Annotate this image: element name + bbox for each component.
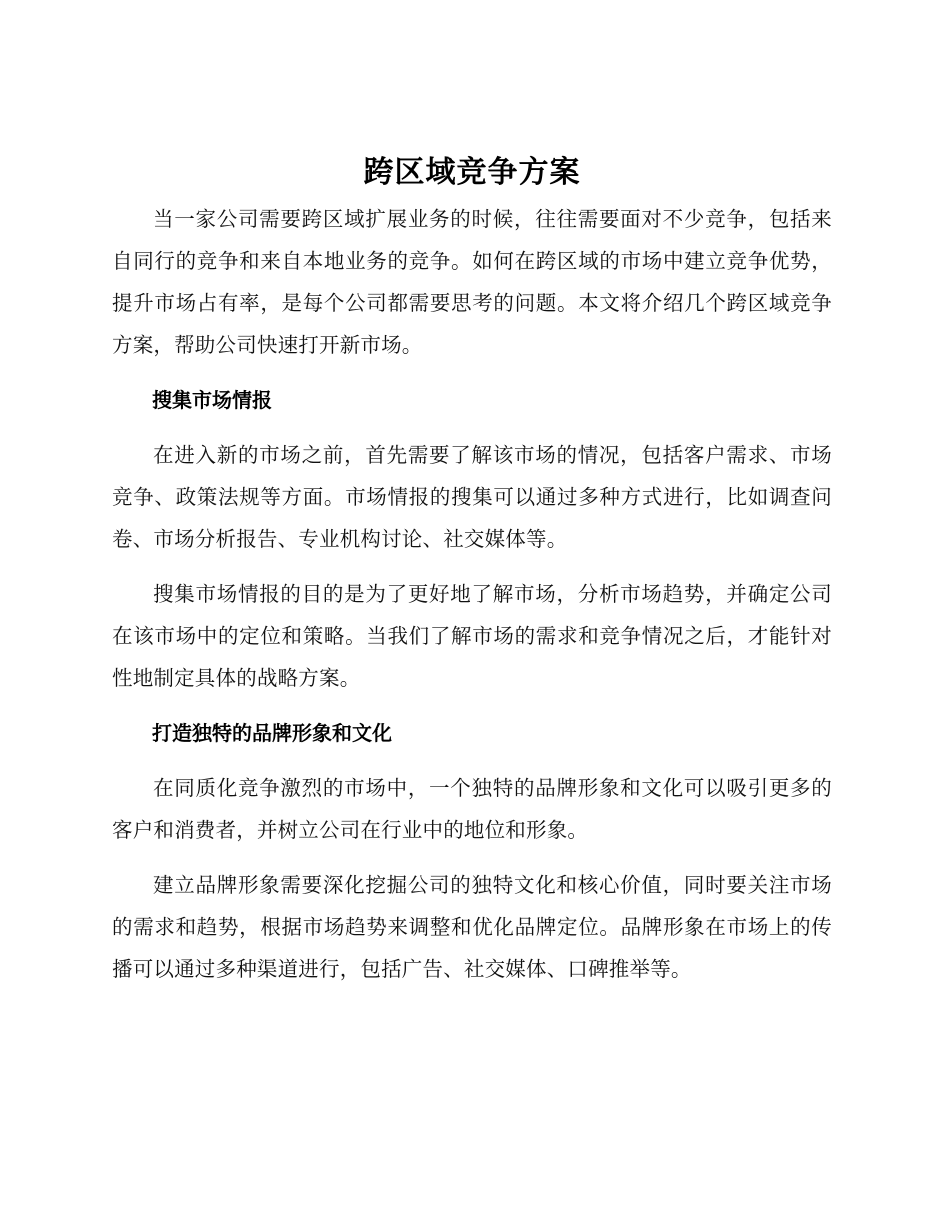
section-heading-market-intelligence: 搜集市场情报: [152, 388, 272, 412]
section-paragraph: 在进入新的市场之前，首先需要了解该市场的情况，包括客户需求、市场竞争、政策法规等方面。市场情报的搜集可以通过多种方式进行，比如调查问卷、市场分析报告、专业机构讨论、社交媒体等。: [112, 443, 832, 551]
section-heading-brand-image: 打造独特的品牌形象和文化: [152, 721, 392, 745]
intro-paragraph: 当一家公司需要跨区域扩展业务的时候，往往需要面对不少竞争，包括来自同行的竞争和来自本地业务的竞争。如何在跨区域的市场中建立竞争优势，提升市场占有率，是每个公司都需要思考的问题。本文将介绍几个跨区域竞争方案，帮助公司快速打开新市场。: [112, 207, 832, 357]
section-paragraph: 在同质化竞争激烈的市场中，一个独特的品牌形象和文化可以吸引更多的客户和消费者，并树立公司在行业中的地位和形象。: [112, 776, 832, 842]
document-page: [112, 148, 832, 1003]
section-paragraph: 搜集市场情报的目的是为了更好地了解市场，分析市场趋势，并确定公司在该市场中的定位和策略。当我们了解市场的需求和竞争情况之后，才能针对性地制定具体的战略方案。: [112, 582, 832, 690]
section-paragraph: 建立品牌形象需要深化挖掘公司的独特文化和核心价值，同时要关注市场的需求和趋势，根据市场趋势来调整和优化品牌定位。品牌形象在市场上的传播可以通过多种渠道进行，包括广告、社交媒体、口碑推举等。: [112, 873, 832, 981]
document-title: 跨区域竞争方案: [363, 155, 581, 190]
